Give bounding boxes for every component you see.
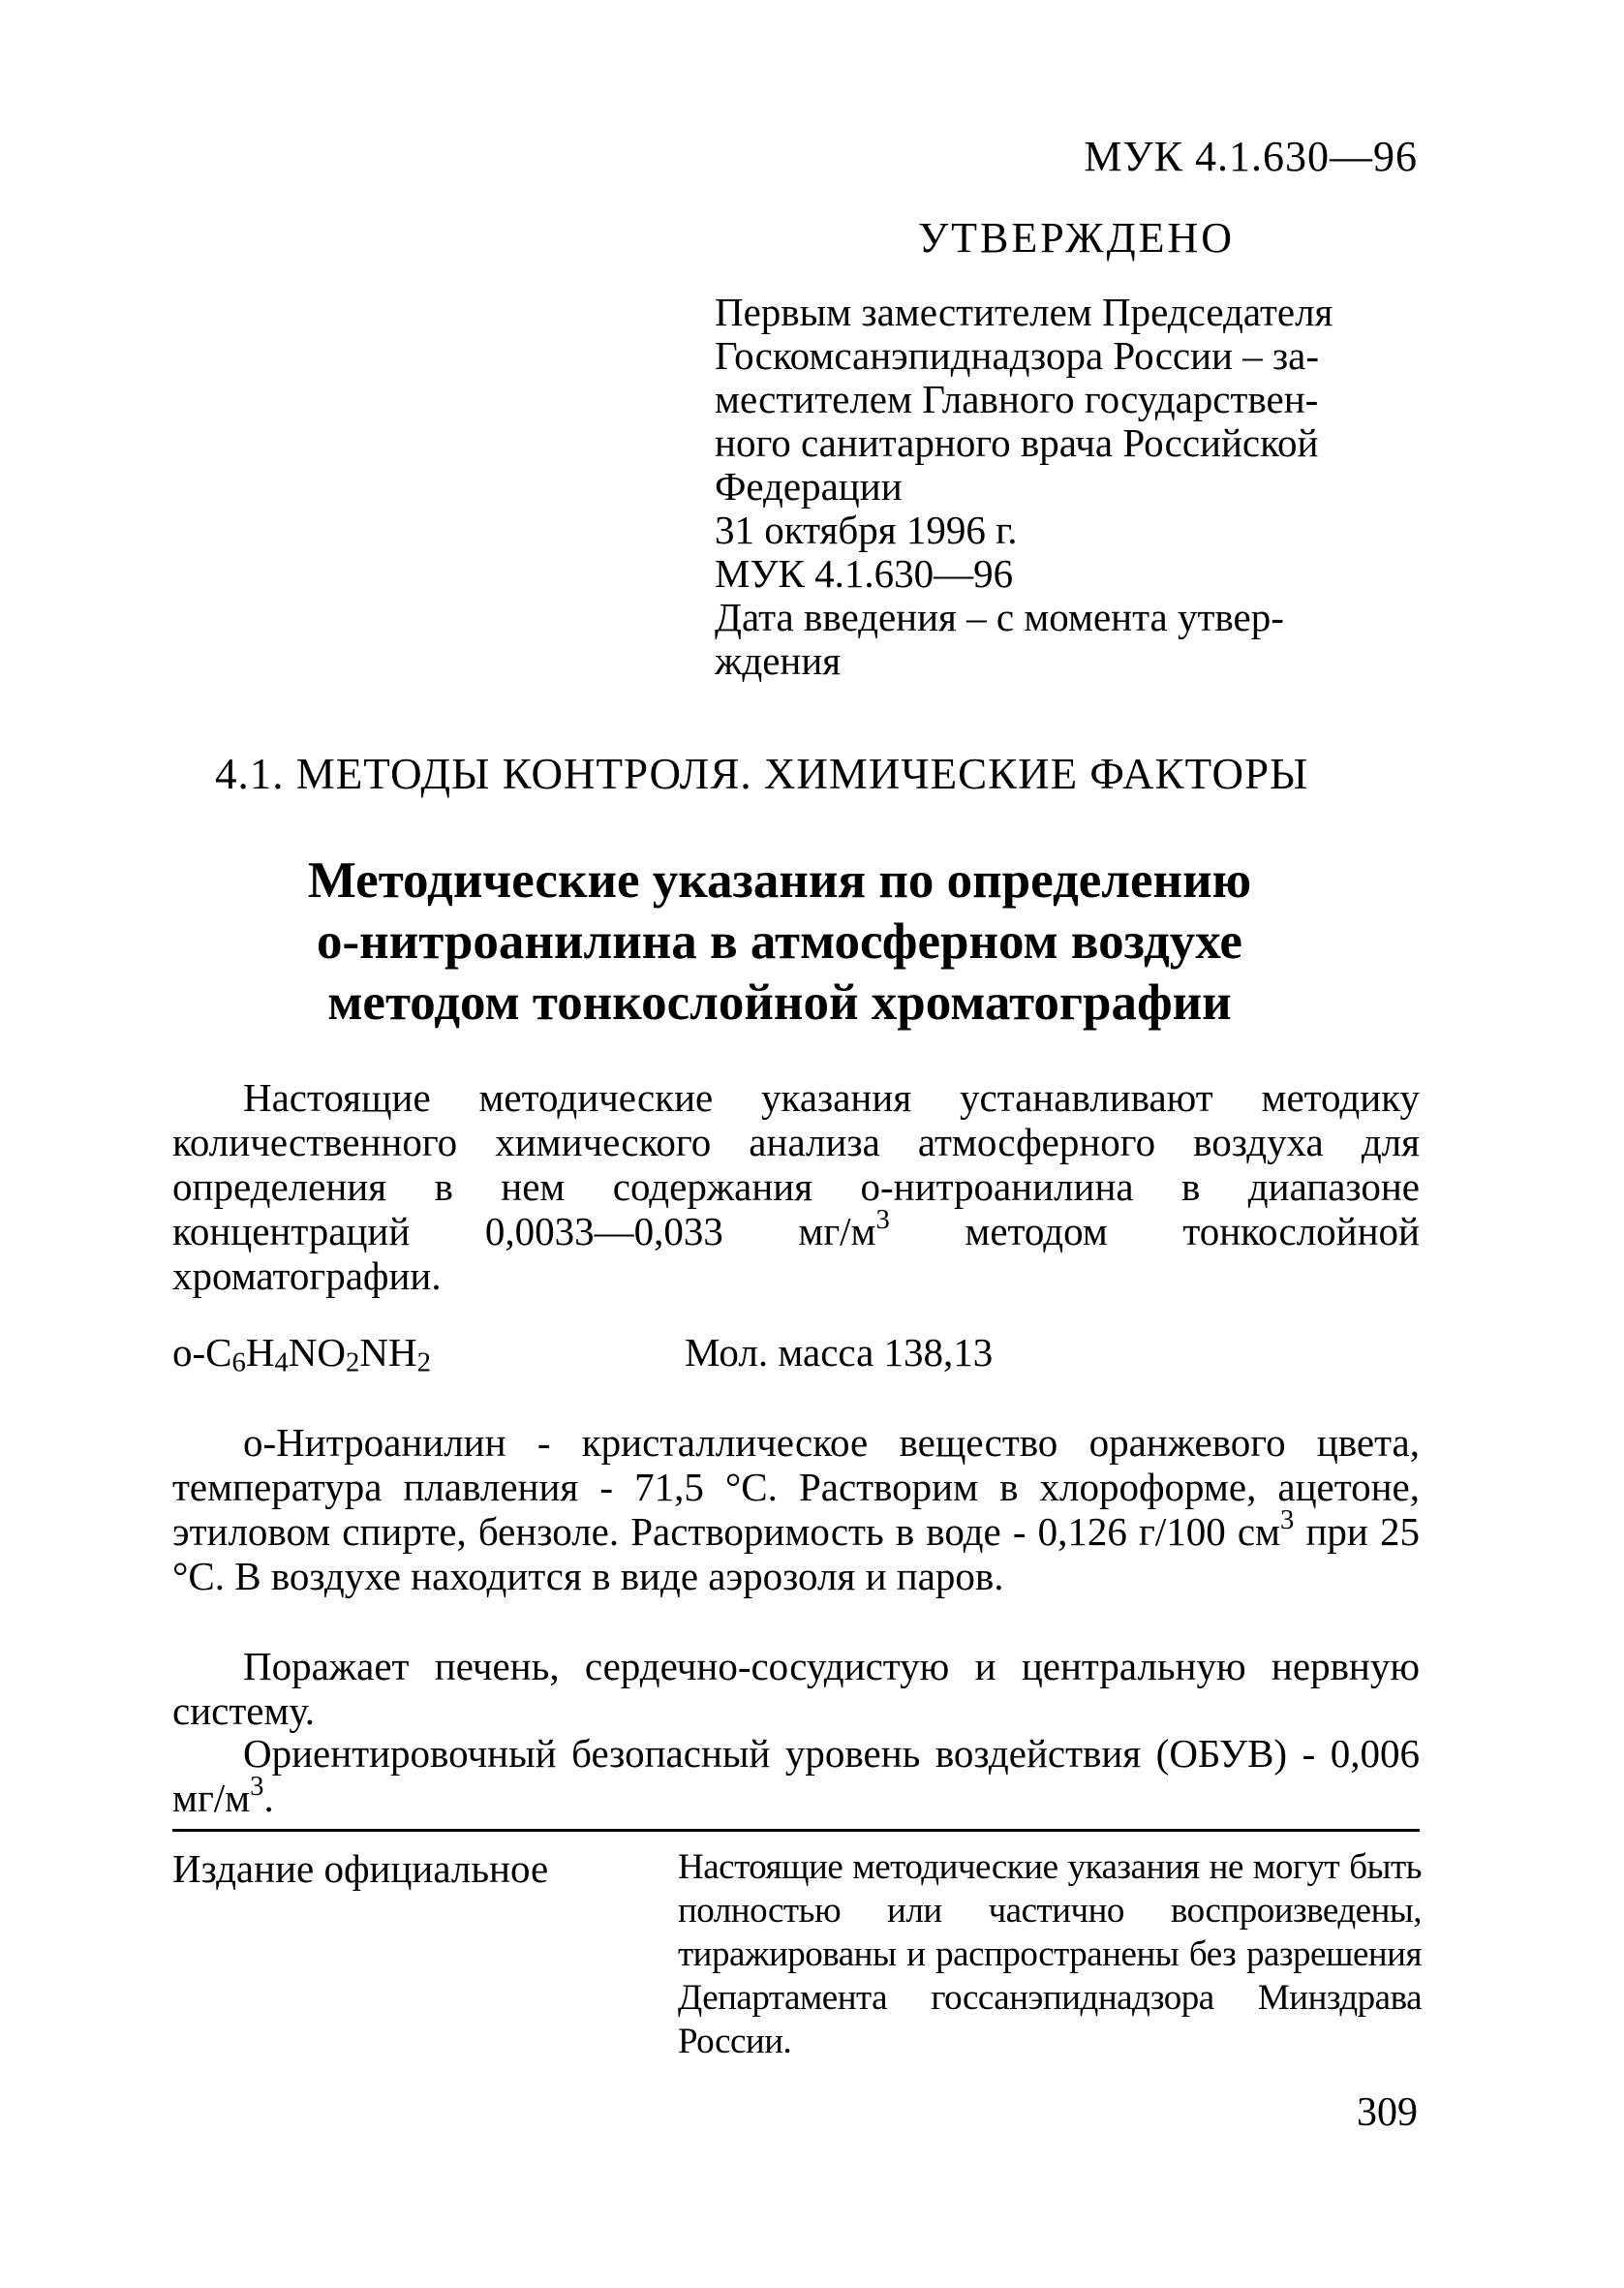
page-number: 309 — [1357, 2090, 1418, 2135]
approval-line: ждения — [715, 638, 842, 683]
obuv-superscript: 3 — [250, 1770, 264, 1802]
copyright-notice: Настоящие методические указания не могут быть полностью или частично воспроизведены, тиражированы и распространены без разрешения Департамента госсанэпиднадзора Минздрава России. — [678, 1847, 1422, 2061]
title-line: Методические указания по определению — [307, 852, 1252, 909]
approval-line: Первым заместителем Председателя — [715, 290, 1333, 334]
intro-paragraph — [172, 1075, 1420, 1298]
properties-tail: при 25 °С. В воздухе находится в виде аэрозоля и паров. — [172, 1509, 1420, 1598]
intro-tail: методом тонкослойной хроматографии. — [172, 1209, 1420, 1298]
approval-date: 31 октября 1996 г. — [715, 508, 1018, 552]
effects-paragraph — [172, 1644, 1420, 1733]
approval-line: местителем Главного государствен- — [715, 377, 1319, 421]
properties-paragraph — [172, 1420, 1420, 1598]
chemical-formula — [172, 1329, 431, 1376]
approval-stamp: УТВЕРЖДЕНО — [918, 214, 1236, 262]
title-line: методом тонкослойной хроматографии — [327, 974, 1232, 1031]
approval-line: МУК 4.1.630—96 — [715, 551, 1014, 596]
formula-subscript: 4 — [274, 1346, 289, 1378]
formula-part: о-C — [172, 1330, 232, 1375]
footer-divider — [172, 1829, 1420, 1832]
properties-text: о-Нитроанилин - кристаллическое вещество оранжевого цвета, температура плавления - 71,5 °С. Растворим в хлороформе, ацетоне, этиловом спирте, бензоле. Растворимость в воде - 0,126 г/100 см — [172, 1420, 1420, 1554]
obuv-text: Ориентировочный безопасный уровень воздействия (ОБУВ) - 0,006 мг/м — [172, 1731, 1420, 1820]
obuv-tail: . — [263, 1776, 274, 1820]
formula-part: NO — [288, 1330, 347, 1375]
section-heading: 4.1. МЕТОДЫ КОНТРОЛЯ. ХИМИЧЕСКИЕ ФАКТОРЫ — [215, 750, 1309, 798]
document-code: МУК 4.1.630—96 — [1084, 133, 1418, 180]
properties-superscript: 3 — [1280, 1503, 1295, 1535]
intro-superscript: 3 — [875, 1203, 890, 1235]
approval-line: ного санитарного врача Российской — [715, 420, 1319, 465]
effects-text: Поражает печень, сердечно-сосудистую и центральную нервную систему. — [172, 1644, 1420, 1733]
document-title — [184, 850, 1375, 1034]
formula-subscript: 2 — [346, 1346, 360, 1378]
molecular-mass: Мол. масса 138,13 — [685, 1330, 994, 1375]
approval-line: Дата введения – с момента утвер- — [715, 595, 1284, 639]
intro-text: Настоящие методические указания устанавливают методику количественного химического анализа атмосферного воздуха для определения в нем содержания о-нитроанилина в диапазоне концентраций 0,0033—0,033 мг/м — [172, 1075, 1420, 1253]
approval-line: Федерации — [715, 464, 903, 509]
formula-part: NH — [359, 1330, 417, 1375]
formula-part: H — [245, 1330, 275, 1375]
official-edition-label: Издание официальное — [172, 1846, 549, 1891]
formula-subscript: 6 — [231, 1346, 246, 1378]
obuv-paragraph — [172, 1731, 1420, 1820]
approval-block — [715, 291, 1419, 683]
formula-subscript: 2 — [416, 1346, 431, 1378]
title-line: о-нитроанилина в атмосферном воздухе — [317, 913, 1242, 970]
approval-line: Госкомсанэпиднадзора России – за- — [715, 333, 1320, 378]
